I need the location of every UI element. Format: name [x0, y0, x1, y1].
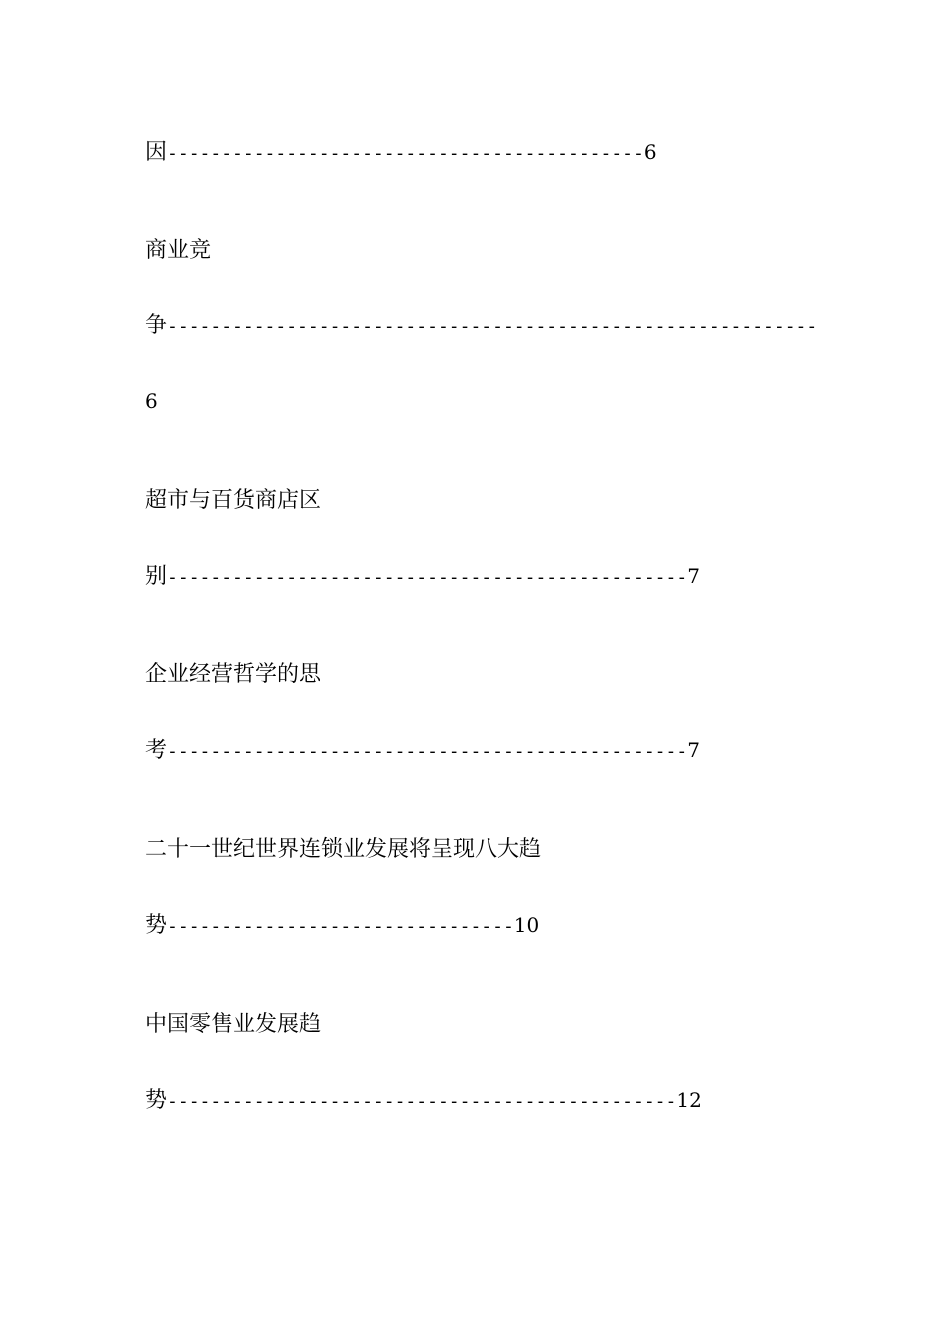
toc-leader-dashes: ----------------------------------------------- [167, 1091, 677, 1112]
toc-text: 企业经营哲学的思 [145, 662, 322, 687]
toc-leader-dashes: -------------------------------------------- [167, 143, 644, 164]
toc-page-number: 6 [145, 389, 158, 413]
toc-line-9 [145, 835, 541, 865]
toc-leader-dashes: ------------------------------------------------ [167, 567, 688, 588]
toc-text: 势 [145, 913, 168, 938]
toc-line-12 [145, 1085, 702, 1117]
toc-line-7 [145, 660, 321, 690]
toc-text: 二十一世纪世界连锁业发展将呈现八大趋 [145, 837, 542, 862]
toc-text: 考 [145, 738, 168, 763]
toc-line-10 [145, 910, 539, 942]
toc-leader-dashes: ------------------------------------------------ [167, 741, 688, 762]
toc-page-number: 12 [676, 1088, 702, 1112]
toc-page-number: 6 [643, 140, 657, 164]
toc-line-8 [145, 735, 700, 767]
toc-page-number: 10 [513, 913, 540, 937]
toc-text: 超市与百货商店区 [145, 488, 322, 513]
toc-line-6 [145, 561, 700, 593]
toc-text: 别 [145, 564, 168, 589]
toc-text: 因 [145, 140, 168, 165]
toc-line-5 [145, 486, 321, 516]
toc-line-1 [145, 137, 657, 169]
toc-line-3 [145, 311, 817, 342]
toc-text: 势 [145, 1088, 168, 1113]
toc-text: 中国零售业发展趋 [145, 1012, 322, 1037]
toc-text: 争 [145, 313, 168, 338]
toc-leader-dashes: ------------------------------------------------------------ [167, 316, 818, 337]
toc-text: 商业竞 [145, 238, 212, 263]
toc-leader-dashes: -------------------------------- [167, 916, 514, 937]
toc-line-2 [145, 236, 211, 266]
toc-line-4 [145, 386, 158, 417]
toc-page-number: 7 [687, 564, 700, 588]
toc-page-number: 7 [687, 738, 700, 762]
toc-line-11 [145, 1010, 321, 1040]
